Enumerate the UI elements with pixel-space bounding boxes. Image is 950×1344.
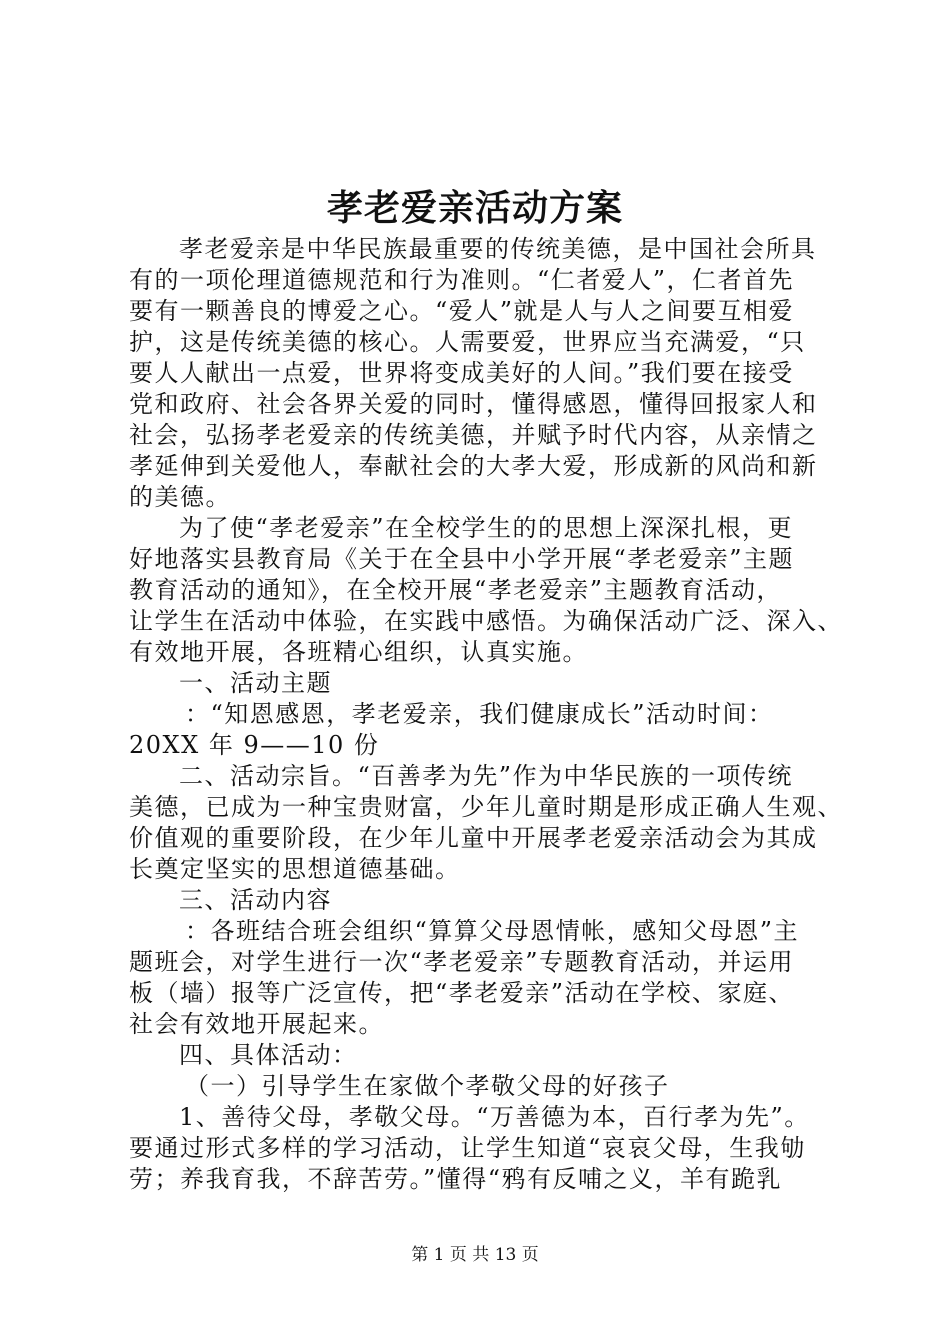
body-line: 价值观的重要阶段，在少年儿童中开展孝老爱亲活动会为其成 (129, 824, 818, 852)
body-line: 好地落实县教育局《关于在全县中小学开展“孝老爱亲”主题 (129, 545, 795, 573)
section-heading: 三、活动内容 (179, 886, 332, 914)
body-line: 为了使“孝老爱亲”在全校学生的的思想上深深扎根，更 (179, 514, 794, 542)
body-line: 社会有效地开展起来。 (129, 1010, 384, 1038)
body-line: 要人人献出一点爱，世界将变成美好的人间。”我们要在接受 (129, 359, 794, 387)
body-line: 社会，弘扬孝老爱亲的传统美德，并赋予时代内容，从亲情之 (129, 421, 818, 449)
body-line: 有效地开展，各班精心组织，认真实施。 (129, 638, 588, 666)
document-title: 孝老爱亲活动方案 (326, 187, 623, 229)
body-line: 让学生在活动中体验，在实践中感悟。为确保活动广泛、深入、 (129, 607, 843, 635)
body-line: ：各班结合班会组织“算算父母恩情帐，感知父母恩”主 (185, 917, 800, 945)
body-line: 板（墙）报等广泛宣传，把“孝老爱亲”活动在学校、家庭、 (129, 979, 795, 1007)
section-heading: 一、活动主题 (179, 669, 332, 697)
document-body (129, 234, 843, 1195)
body-line: 有的一项伦理道德规范和行为准则。“仁者爱人”，仁者首先 (129, 266, 795, 294)
body-line: 护，这是传统美德的核心。人需要爱，世界应当充满爱，“只 (129, 328, 806, 356)
body-line: 长奠定坚实的思想道德基础。 (129, 855, 461, 883)
body-line: 要通过形式多样的学习活动，让学生知道“哀哀父母，生我劬 (129, 1134, 806, 1162)
body-line: 要有一颗善良的博爱之心。“爱人”就是人与人之间要互相爱 (129, 297, 795, 325)
body-line: ：“知恩感恩，孝老爱亲，我们健康成长”活动时间： (185, 700, 774, 728)
body-line: 党和政府、社会各界关爱的同时，懂得感恩，懂得回报家人和 (129, 390, 818, 418)
body-line: 教育活动的通知》，在全校开展“孝老爱亲”主题教育活动， (129, 576, 783, 604)
subsection-heading: （一）引导学生在家做个孝敬父母的好孩子 (185, 1072, 670, 1100)
body-line: 20XX 年 9——10 份 (129, 731, 380, 759)
body-line: 1、善待父母，孝敬父母。“万善德为本，百行孝为先”。 (179, 1103, 810, 1131)
body-line: 美德，已成为一种宝贵财富，少年儿童时期是形成正确人生观、 (129, 793, 843, 821)
body-line: 题班会，对学生进行一次“孝老爱亲”专题教育活动，并运用 (129, 948, 795, 976)
body-line: 的美德。 (129, 483, 231, 511)
body-line: 劳；养我育我，不辞苦劳。”懂得“鸦有反哺之义，羊有跪乳 (129, 1165, 783, 1193)
page-footer: 第 1 页 共 13 页 (411, 1245, 539, 1265)
body-line: 孝老爱亲是中华民族最重要的传统美德，是中国社会所具 (179, 235, 817, 263)
section-heading: 四、具体活动： (179, 1041, 358, 1069)
section-heading: 二、活动宗旨。“百善孝为先”作为中华民族的一项传统 (179, 762, 794, 790)
body-line: 孝延伸到关爱他人，奉献社会的大孝大爱，形成新的风尚和新 (129, 452, 818, 480)
